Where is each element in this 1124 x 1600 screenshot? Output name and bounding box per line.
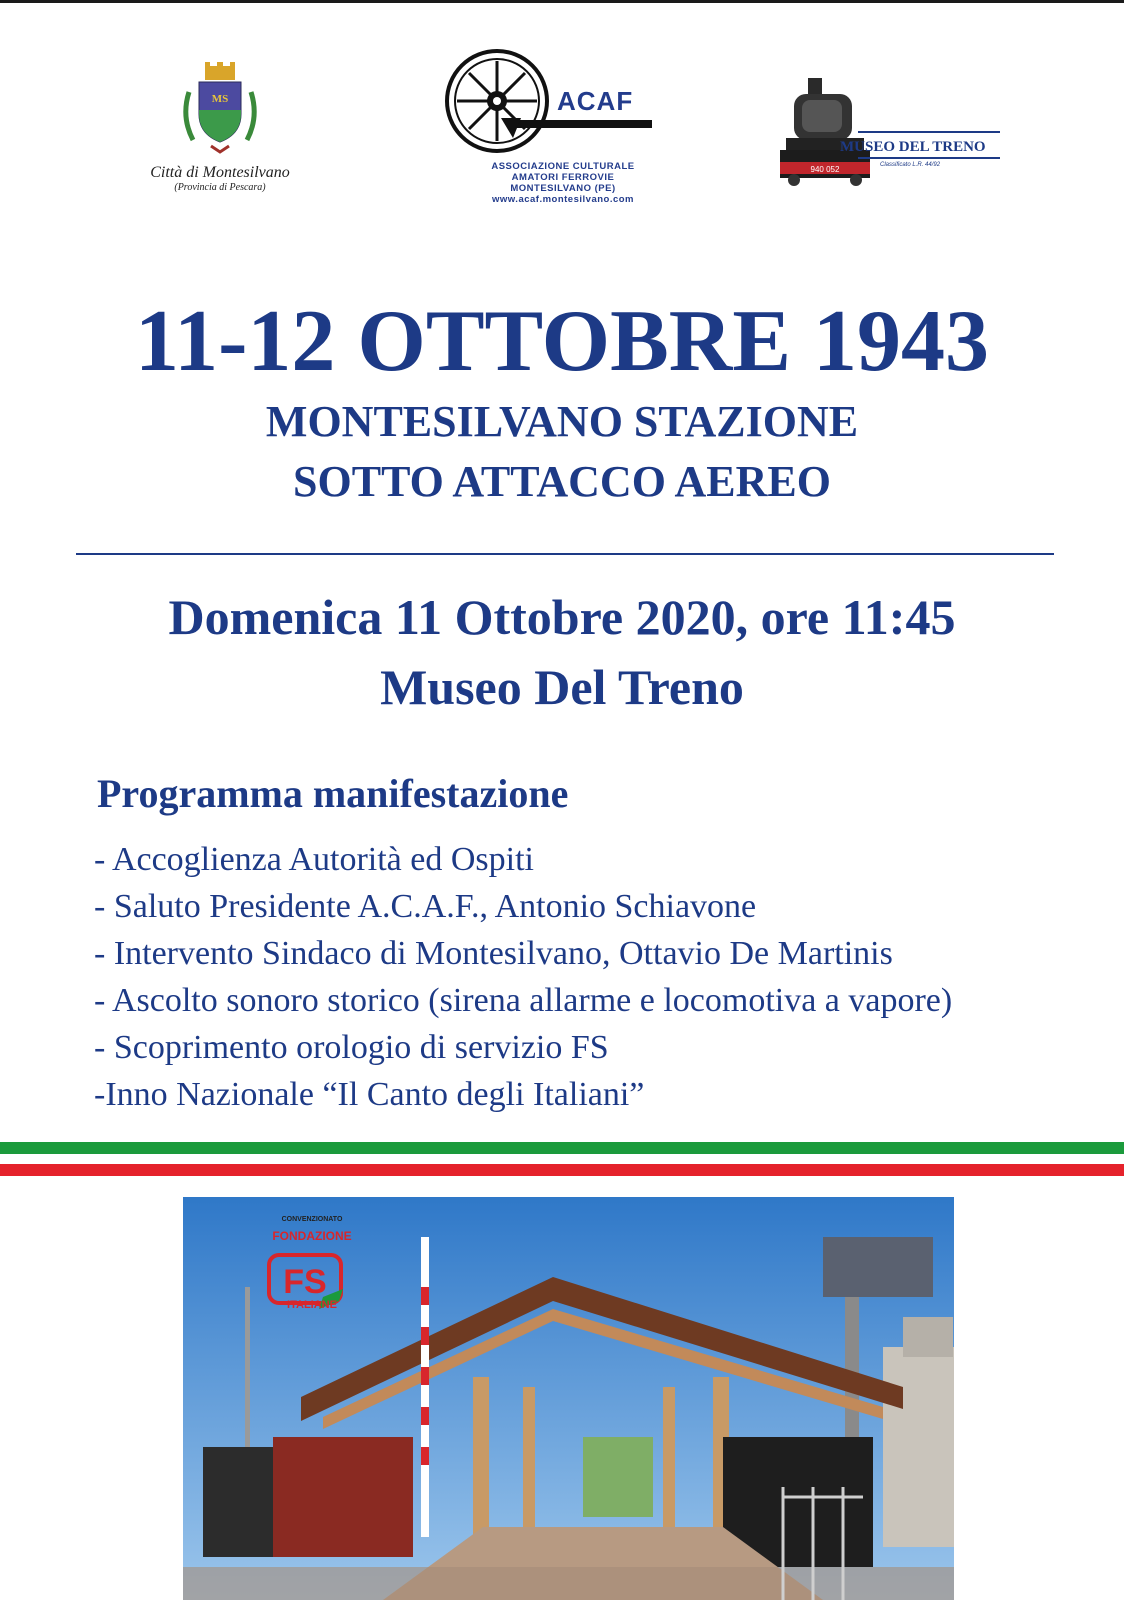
flag-stripe-white (0, 1154, 1124, 1164)
acaf-description: ASSOCIAZIONE CULTURALE AMATORI FERROVIE MONTESILVANO (PE) www.acaf.montesilvano.com (491, 161, 635, 205)
badge-convenzionato: CONVENZIONATO (281, 1216, 343, 1223)
badge-fondazione: FONDAZIONE (272, 1229, 352, 1243)
svg-text:FS: FS (283, 1263, 327, 1301)
divider (76, 553, 1054, 555)
program-item: - Ascolto sonoro storico (sirena allarme e locomotiva a vapore) (94, 982, 953, 1019)
subtitle-line-2: SOTTO ATTACCO AEREO (293, 457, 831, 506)
program-item: - Accoglienza Autorità ed Ospiti (94, 841, 534, 878)
city-name: Città di Montesilvano (150, 164, 290, 181)
badge-italiane: ITALIANE (287, 1299, 337, 1311)
program-item: -Inno Nazionale “Il Canto degli Italiani” (94, 1076, 645, 1113)
museo-logo (780, 78, 1020, 190)
event-date: Domenica 11 Ottobre 2020, ore 11:45 (168, 589, 956, 645)
fondazione-fs-badge (262, 1216, 362, 1311)
museo-classification: Classificato L.R. 44/92 (880, 162, 941, 168)
event-place: Museo Del Treno (380, 659, 744, 715)
museo-name: MUSEO DEL TRENO (840, 139, 986, 155)
subtitle-line-1: MONTESILVANO STAZIONE (265, 397, 859, 446)
svg-text:940 052: 940 052 (810, 165, 840, 174)
city-crest-icon (175, 62, 265, 162)
flag-stripe-green (0, 1142, 1124, 1154)
museo-line-top (858, 131, 1000, 133)
program-item: - Intervento Sindaco di Montesilvano, Ottavio De Martinis (94, 935, 893, 972)
program-title: Programma manifestazione (97, 771, 569, 816)
top-border (0, 0, 1124, 3)
steam-locomotive-icon (780, 78, 880, 188)
program-item: - Scoprimento orologio di servizio FS (94, 1029, 609, 1066)
flag-stripe-red (0, 1164, 1124, 1176)
city-province: (Provincia di Pescara) (174, 182, 266, 193)
acaf-name: ACAF (557, 86, 634, 116)
program-list (94, 836, 952, 1118)
main-title: 11-12 OTTOBRE 1943 (134, 293, 990, 390)
svg-text:MS: MS (211, 93, 229, 105)
program-item: - Saluto Presidente A.C.A.F., Antonio Schiavone (94, 888, 757, 925)
city-logo (120, 62, 320, 193)
museo-line-bottom (858, 157, 1000, 159)
